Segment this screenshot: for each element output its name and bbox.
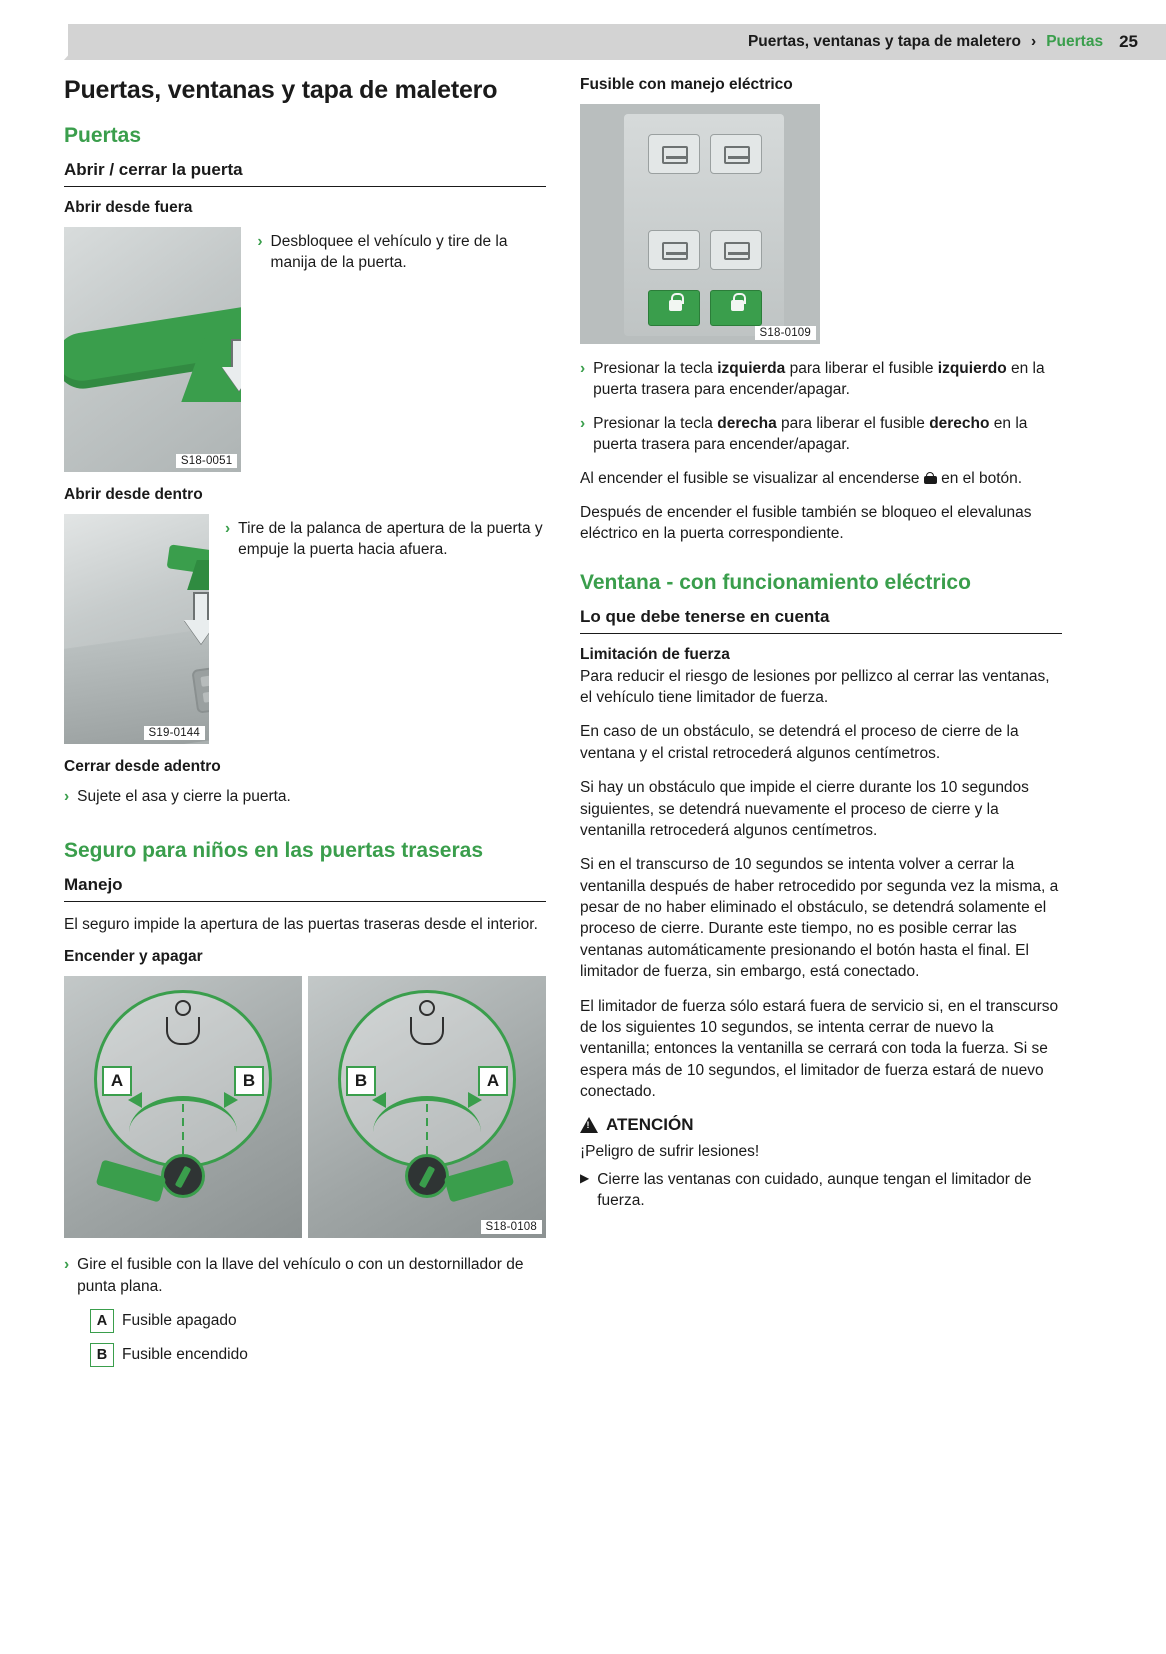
warning-bullet-text: Cierre las ventanas con cuidado, aunque tengan el limitador de fuerza.	[597, 1170, 1032, 1210]
warning-title: ATENCIÓN	[606, 1115, 694, 1135]
section-heading-puertas: Puertas	[64, 123, 142, 147]
arrow-right-icon	[468, 1092, 482, 1108]
instruction-unlock-pull	[257, 231, 546, 274]
legend-item-a	[90, 1309, 546, 1333]
section-heading-ventana: Ventana - con funcionamiento eléctrico	[580, 570, 971, 594]
pull-arrow-icon	[222, 339, 241, 393]
chevron-bullet-icon: ›	[225, 519, 231, 537]
figure-text-row-1	[64, 227, 546, 472]
chevron-bullet-icon: ›	[580, 360, 586, 377]
right-column	[580, 76, 1062, 1224]
child-lock-button-left[interactable]	[648, 290, 700, 326]
chevron-bullet-icon: ›	[64, 1256, 70, 1274]
arrow-left-icon	[128, 1092, 142, 1108]
arrow-right-icon	[224, 1092, 238, 1108]
paragraph-diez-segundos: Si hay un obstáculo que impide el cierre durante los 10 segundos siguientes, se detendrá nuevamente el proceso de cierre y la ventanilla retrocederá algunos centímetros.	[580, 779, 1029, 839]
instruction-text: Sujete el asa y cierre la puerta.	[77, 787, 291, 805]
left-column	[64, 76, 546, 1377]
page-title: Puertas, ventanas y tapa de maletero	[64, 76, 498, 104]
figure-window-switch-panel	[580, 104, 820, 344]
chevron-bullet-icon: ›	[580, 414, 586, 432]
breadcrumb-main: Puertas, ventanas y tapa de maletero	[747, 33, 1022, 50]
door-latch-arm	[96, 1160, 167, 1203]
child-lock-button-right[interactable]	[710, 290, 762, 326]
paragraph-visualizacion: Al encender el fusible se visualizar al encenderse en el botón.	[580, 469, 1023, 487]
instruction-hold-close	[64, 786, 546, 807]
warning-heading	[580, 1115, 1062, 1135]
instruction-text: Desbloquee el vehículo y tire de la manija de la puerta.	[270, 232, 508, 271]
legend-item-b	[90, 1343, 546, 1367]
instruction-left-key	[580, 358, 1062, 401]
paragraph-transcurso: Si en el transcurso de 10 segundos se intenta volver a cerrar la ventanilla después de haber retrocedido por segunda vez la misma, a pesar de no haber eliminado el obstáculo, se detendrá solamente el proceso de cierre. Durante este tiempo, no es posible cerrar las ventanas automáticamente presionando el botón hasta el final. El limitador de fuerza, sin embargo, está conectado.	[580, 856, 1059, 981]
figure-door-interior	[64, 514, 209, 744]
dashed-guide	[426, 1104, 428, 1160]
child-icon	[166, 1000, 200, 1046]
instruction-pull-lever	[225, 518, 546, 561]
heading-manejo: Manejo	[64, 875, 546, 902]
dashed-guide	[182, 1104, 184, 1160]
figure-child-lock-left	[64, 976, 302, 1238]
legend-tag-b: B	[90, 1343, 114, 1367]
instruction-text: Tire de la palanca de apertura de la puerta y empuje la puerta hacia afuera.	[238, 519, 543, 558]
paragraph-bloqueo: Después de encender el fusible también se bloqueo el elevalunas eléctrico en la puerta correspondiente.	[580, 503, 1032, 543]
paragraph-seguro: El seguro impide la apertura de las puertas traseras desde el interior.	[64, 915, 538, 933]
heading-fusible-manejo-electrico: Fusible con manejo eléctrico	[580, 76, 793, 93]
chevron-bullet-icon: ›	[257, 232, 263, 250]
warning-lead: ¡Peligro de sufrir lesiones!	[580, 1143, 760, 1161]
heading-lo-que-debe-tenerse: Lo que debe tenerse en cuenta	[580, 607, 1062, 634]
door-latch-arm	[444, 1160, 515, 1203]
paragraph-fuera-servicio: El limitador de fuerza sólo estará fuera de servicio si, en el transcurso de los siguientes 10 segundos, se intenta cerrar de nuevo la ventanilla; entonces la ventanilla se cerrará con toda la fuerza. Si se espera más de 10 segundos, el limitador de fuerza estará de nuevo conectado.	[580, 997, 1059, 1100]
label-tag-a: A	[478, 1066, 508, 1096]
breadcrumb-separator: ›	[1031, 33, 1037, 50]
heading-abrir-desde-fuera: Abrir desde fuera	[64, 198, 193, 216]
legend-text-b: Fusible encendido	[122, 1346, 248, 1363]
breadcrumb	[748, 24, 1138, 60]
window-switch-front-left	[648, 134, 700, 174]
heading-abrir-cerrar-puerta: Abrir / cerrar la puerta	[64, 160, 546, 187]
figure-door-handle-exterior	[64, 227, 241, 472]
section-heading-seguro-ninos: Seguro para niños en las puertas traseras	[64, 838, 483, 862]
paragraph-obstaculo: En caso de un obstáculo, se detendrá el proceso de cierre de la ventana y el cristal retrocederá algunos centímetros.	[580, 723, 1019, 762]
legend-tag-a: A	[90, 1309, 114, 1333]
child-icon	[410, 1000, 444, 1046]
figure-code: S19-0144	[144, 726, 205, 740]
label-tag-b: B	[234, 1066, 264, 1096]
triangle-bullet-icon: ▶	[580, 1170, 590, 1185]
page-header	[0, 24, 1166, 60]
figure-code: S18-0108	[481, 1220, 542, 1234]
label-tag-a: A	[102, 1066, 132, 1096]
page-number: 25	[1119, 32, 1138, 51]
heading-cerrar-desde-adentro: Cerrar desde adentro	[64, 757, 221, 775]
instruction-text: Presionar la tecla derecha para liberar el fusible derecho en la puerta trasera para encender/apagar.	[593, 414, 1028, 454]
heading-limitacion-fuerza: Limitación de fuerza	[580, 645, 730, 663]
legend-text-a: Fusible apagado	[122, 1312, 237, 1329]
label-tag-b: B	[346, 1066, 376, 1096]
lock-icon	[924, 472, 937, 484]
window-switch-front-right	[710, 134, 762, 174]
instruction-turn-fuse	[64, 1254, 546, 1297]
figure-code: S18-0051	[176, 454, 237, 468]
chevron-bullet-icon: ›	[64, 787, 70, 805]
figure-text-row-2	[64, 514, 546, 744]
instruction-text: Presionar la tecla izquierda para liberar el fusible izquierdo en la puerta trasera para encender/apagar.	[593, 360, 1045, 399]
figure-child-lock-right	[308, 976, 546, 1238]
figure-child-lock-pair	[64, 976, 546, 1238]
breadcrumb-sub: Puertas	[1046, 33, 1104, 50]
arrow-left-icon	[372, 1092, 386, 1108]
pull-arrow-icon	[184, 592, 209, 646]
figure-code: S18-0109	[755, 326, 816, 340]
window-switch-rear-right	[710, 230, 762, 270]
heading-encender-apagar: Encender y apagar	[64, 948, 203, 966]
paragraph-limitacion: Para reducir el riesgo de lesiones por pellizco al cerrar las ventanas, el vehículo tiene limitador de fuerza.	[580, 667, 1050, 706]
window-switch-rear-left	[648, 230, 700, 270]
heading-abrir-desde-dentro: Abrir desde dentro	[64, 485, 203, 503]
instruction-text: Gire el fusible con la llave del vehículo o con un destornillador de punta plana.	[77, 1256, 524, 1295]
warning-triangle-icon	[580, 1117, 598, 1133]
warning-bullet	[580, 1169, 1062, 1212]
instruction-right-key	[580, 413, 1062, 456]
